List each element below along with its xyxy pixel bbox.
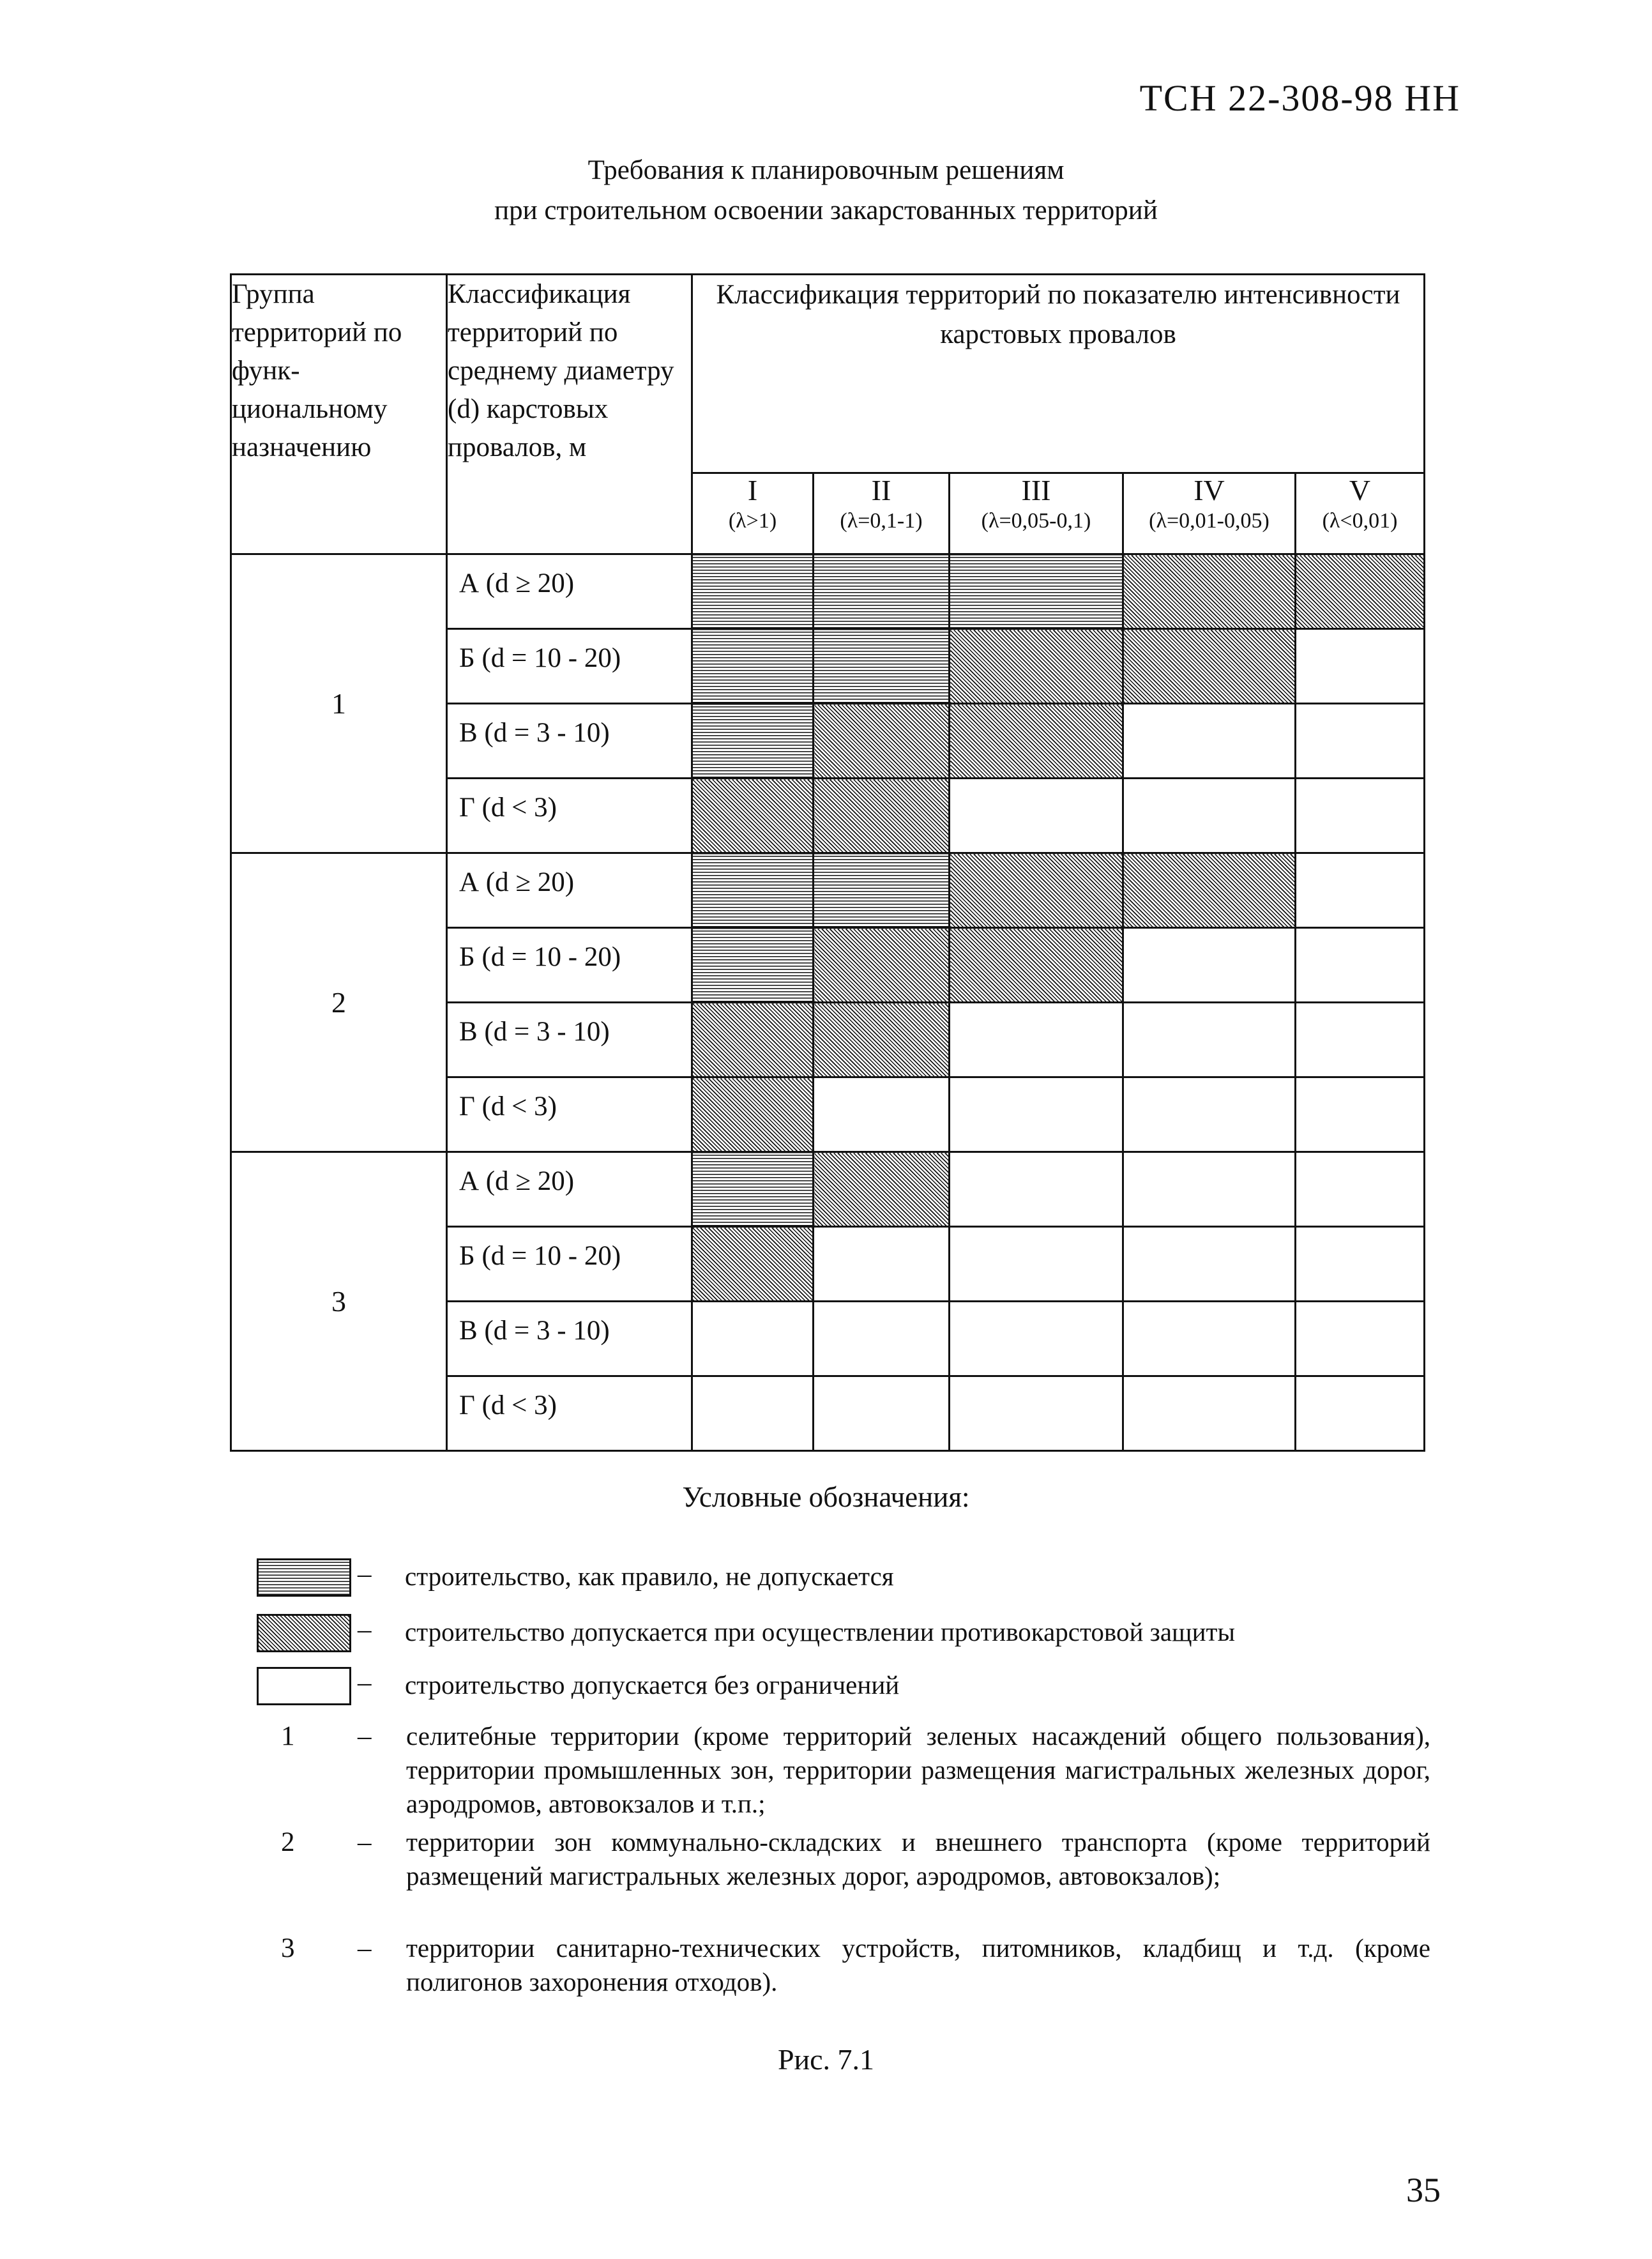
document-code: ТСН 22-308-98 НН [1139, 77, 1460, 119]
horizontal-hatch-cell [692, 1152, 814, 1227]
legend-text: строительство допускается без ограничений [405, 1670, 900, 1700]
column-lambda-range: (λ=0,01-0,05) [1149, 509, 1269, 533]
blank-cell [950, 1077, 1123, 1152]
blank-cell [1123, 1302, 1296, 1376]
blank-cell [1123, 779, 1296, 853]
diagonal-hatch-cell [950, 928, 1123, 1003]
legend-dash: – [358, 1668, 372, 1698]
column-roman-numeral: V [1349, 474, 1371, 506]
blank-cell [1296, 928, 1425, 1003]
diagonal-hatch-cell [814, 779, 950, 853]
diameter-class-cell: В (d = 3 - 10) [447, 1302, 692, 1376]
group-number: 3 [231, 1152, 447, 1451]
header-group: Группа территорий по функ-циональному назначению [231, 275, 447, 554]
diagonal-hatch-cell [692, 779, 814, 853]
diagonal-hatch-cell [1123, 554, 1296, 629]
diameter-class-cell: Г (d < 3) [447, 779, 692, 853]
diameter-class-cell: В (d = 3 - 10) [447, 704, 692, 779]
diagonal-hatch-cell [1123, 629, 1296, 704]
figure-caption: Рис. 7.1 [777, 2043, 875, 2076]
blank-cell [1296, 1227, 1425, 1302]
intensity-column-header [1123, 473, 1296, 554]
horizontal-hatch-cell [692, 554, 814, 629]
diagonal-hatch-cell [692, 1003, 814, 1077]
blank-cell [1123, 1077, 1296, 1152]
legend-title: Условные обозначения: [682, 1481, 970, 1513]
blank-cell [1123, 1152, 1296, 1227]
blank-cell [950, 779, 1123, 853]
blank-cell [950, 1152, 1123, 1227]
blank-cell [950, 1003, 1123, 1077]
legend-dash: – [358, 1615, 372, 1645]
blank-cell [814, 1227, 950, 1302]
diameter-class-cell: Г (d < 3) [447, 1077, 692, 1152]
blank-cell [1296, 853, 1425, 928]
blank-cell [1123, 704, 1296, 779]
diameter-class-cell: А (d ≥ 20) [447, 1152, 692, 1227]
blank-cell [950, 1227, 1123, 1302]
note-dash: – [358, 1933, 372, 1963]
page-title [0, 150, 1652, 231]
intensity-column-header [1296, 473, 1425, 554]
table-row [231, 554, 1425, 629]
horizontal-hatch-cell [950, 554, 1123, 629]
blank-cell [814, 1302, 950, 1376]
blank-cell [1296, 1077, 1425, 1152]
diameter-class-cell: А (d ≥ 20) [447, 554, 692, 629]
note-text: территории зон коммунально-складских и внешнего транспорта (кроме территорий размещений магистральных железных дорог, аэродромов, автовокзалов); [406, 1827, 1430, 1890]
diameter-class-cell: А (d ≥ 20) [447, 853, 692, 928]
blank-cell [814, 1376, 950, 1451]
diagonal-hatch-cell [950, 629, 1123, 704]
note-number: 2 [281, 1827, 295, 1857]
blank-cell [1296, 704, 1425, 779]
blank-cell [692, 1302, 814, 1376]
diameter-class-cell: Б (d = 10 - 20) [447, 629, 692, 704]
group-number: 1 [231, 554, 447, 853]
intensity-column-header [950, 473, 1123, 554]
diameter-class-cell: Б (d = 10 - 20) [447, 928, 692, 1003]
column-roman-numeral: I [747, 474, 758, 506]
note-number: 1 [281, 1721, 295, 1751]
horizontal-hatch-cell [814, 554, 950, 629]
diameter-class-cell: Б (d = 10 - 20) [447, 1227, 692, 1302]
horizontal-hatch-cell [692, 853, 814, 928]
note-number: 3 [281, 1933, 295, 1963]
table-row [231, 1152, 1425, 1227]
note-dash: – [358, 1721, 372, 1751]
diagonal-hatch-cell [814, 928, 950, 1003]
blank-cell [1123, 928, 1296, 1003]
horizontal-hatch-cell [692, 928, 814, 1003]
diagonal-hatch-cell [814, 704, 950, 779]
blank-cell [1123, 1376, 1296, 1451]
diagonal-hatch-cell [692, 1077, 814, 1152]
blank-swatch [257, 1667, 351, 1705]
column-lambda-range: (λ>1) [728, 509, 777, 533]
diagonal-hatch-cell [950, 704, 1123, 779]
blank-cell [950, 1302, 1123, 1376]
blank-cell [814, 1077, 950, 1152]
diagonal-hatch-cell [692, 1227, 814, 1302]
horizontal-hatch-cell [814, 853, 950, 928]
blank-cell [1296, 629, 1425, 704]
legend-dash: – [358, 1559, 372, 1589]
intensity-column-header [814, 473, 950, 554]
blank-cell [1296, 1003, 1425, 1077]
blank-cell [1296, 1152, 1425, 1227]
title-line-2: при строительном освоении закарстованных территорий [494, 195, 1158, 225]
header-diameter-class: Классификация территорий по среднему диаметру (d) карстовых провалов, м [447, 275, 692, 554]
horizontal-hatch-cell [692, 629, 814, 704]
note-dash: – [358, 1827, 372, 1857]
column-lambda-range: (λ=0,1-1) [840, 509, 923, 533]
column-roman-numeral: IV [1194, 474, 1225, 506]
diameter-class-cell: В (d = 3 - 10) [447, 1003, 692, 1077]
blank-cell [1296, 1376, 1425, 1451]
horizontal-hatch-cell [814, 629, 950, 704]
blank-cell [950, 1376, 1123, 1451]
diagonal-hatch-cell [814, 1003, 950, 1077]
legend-text: строительство допускается при осуществлении противокарстовой защиты [405, 1617, 1236, 1647]
horizontal-hatch-swatch [257, 1558, 351, 1597]
page-number: 35 [1406, 2171, 1441, 2209]
blank-cell [1123, 1227, 1296, 1302]
legend-text: строительство, как правило, не допускается [405, 1562, 894, 1591]
diagonal-hatch-swatch [257, 1614, 351, 1652]
header-intensity-class: Классификация территорий по показателю интенсивности карстовых провалов [692, 275, 1425, 473]
table-row [231, 853, 1425, 928]
blank-cell [1296, 779, 1425, 853]
karst-requirements-table [230, 273, 1425, 1452]
group-number: 2 [231, 853, 447, 1152]
diagonal-hatch-cell [1296, 554, 1425, 629]
note-text: территории санитарно-технических устройств, питомников, кладбищ и т.д. (кроме полигонов захоронения отходов). [406, 1933, 1430, 1997]
blank-cell [692, 1376, 814, 1451]
diameter-class-cell: Г (d < 3) [447, 1376, 692, 1451]
column-lambda-range: (λ<0,01) [1322, 509, 1398, 533]
note-text: селитебные территории (кроме территорий зеленых насаждений общего пользования), территории промышленных зон, территории размещения магистральных железных дорог, аэродромов, автовокзалов и т.п.; [406, 1721, 1430, 1818]
diagonal-hatch-cell [1123, 853, 1296, 928]
horizontal-hatch-cell [692, 704, 814, 779]
column-lambda-range: (λ=0,05-0,1) [981, 509, 1091, 533]
column-roman-numeral: III [1021, 474, 1051, 506]
diagonal-hatch-cell [950, 853, 1123, 928]
blank-cell [1123, 1003, 1296, 1077]
column-roman-numeral: II [871, 474, 891, 506]
intensity-column-header [692, 473, 814, 554]
blank-cell [1296, 1302, 1425, 1376]
title-line-1: Требования к планировочным решениям [587, 155, 1065, 185]
diagonal-hatch-cell [814, 1152, 950, 1227]
